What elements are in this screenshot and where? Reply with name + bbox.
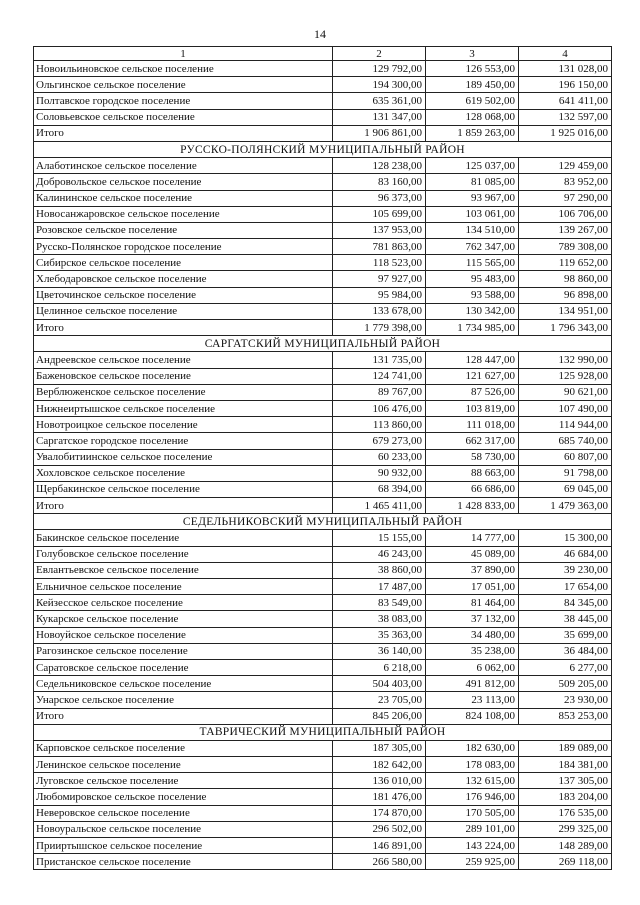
value-cell-col3: 37 890,00 [426, 562, 519, 578]
value-cell-col2: 131 347,00 [333, 109, 426, 125]
value-cell-col3: 1 859 263,00 [426, 125, 519, 141]
value-cell-col3: 289 101,00 [426, 821, 519, 837]
value-cell-col3: 824 108,00 [426, 708, 519, 724]
value-cell-col3: 662 317,00 [426, 433, 519, 449]
value-cell-col3: 170 505,00 [426, 805, 519, 821]
value-cell-col3: 259 925,00 [426, 854, 519, 870]
value-cell-col3: 126 553,00 [426, 61, 519, 77]
settlement-name-cell: Цветочинское сельское поселение [34, 287, 333, 303]
value-cell-col2: 6 218,00 [333, 659, 426, 675]
table-row [34, 676, 612, 692]
settlement-name-cell: Новосанжаровское сельское поселение [34, 206, 333, 222]
value-cell-col4: 137 305,00 [519, 773, 612, 789]
value-cell-col2: 118 523,00 [333, 255, 426, 271]
table-row [34, 255, 612, 271]
settlement-name-cell: Любомировское сельское поселение [34, 789, 333, 805]
value-cell-col2: 38 083,00 [333, 611, 426, 627]
value-cell-col4: 69 045,00 [519, 481, 612, 497]
value-cell-col4: 83 952,00 [519, 174, 612, 190]
value-cell-col2: 96 373,00 [333, 190, 426, 206]
value-cell-col3: 93 967,00 [426, 190, 519, 206]
table-row [34, 530, 612, 546]
value-cell-col4: 119 652,00 [519, 255, 612, 271]
value-cell-col2: 146 891,00 [333, 838, 426, 854]
value-cell-col4: 269 118,00 [519, 854, 612, 870]
value-cell-col2: 136 010,00 [333, 773, 426, 789]
value-cell-col2: 46 243,00 [333, 546, 426, 562]
table-row [34, 595, 612, 611]
value-cell-col2: 83 549,00 [333, 595, 426, 611]
settlement-name-cell: Новоуйское сельское поселение [34, 627, 333, 643]
value-cell-col2: 133 678,00 [333, 303, 426, 319]
settlement-name-cell: Соловьевское сельское поселение [34, 109, 333, 125]
value-cell-col2: 23 705,00 [333, 692, 426, 708]
value-cell-col2: 1 465 411,00 [333, 498, 426, 514]
total-row [34, 708, 612, 724]
district-title: СЕДЕЛЬНИКОВСКИЙ МУНИЦИПАЛЬНЫЙ РАЙОН [34, 514, 612, 530]
table-row [34, 562, 612, 578]
header-cell-col4: 4 [519, 47, 612, 61]
value-cell-col2: 1 779 398,00 [333, 320, 426, 336]
settlement-name-cell: Полтавское городское поселение [34, 93, 333, 109]
value-cell-col3: 111 018,00 [426, 417, 519, 433]
settlement-name-cell: Седельниковское сельское поселение [34, 676, 333, 692]
table-row [34, 692, 612, 708]
value-cell-col4: 134 951,00 [519, 303, 612, 319]
district-title: РУССКО-ПОЛЯНСКИЙ МУНИЦИПАЛЬНЫЙ РАЙОН [34, 141, 612, 157]
value-cell-col4: 685 740,00 [519, 433, 612, 449]
settlement-name-cell: Кукарское сельское поселение [34, 611, 333, 627]
value-cell-col4: 189 089,00 [519, 740, 612, 756]
value-cell-col2: 17 487,00 [333, 579, 426, 595]
table-row [34, 659, 612, 675]
value-cell-col3: 125 037,00 [426, 158, 519, 174]
value-cell-col4: 131 028,00 [519, 61, 612, 77]
value-cell-col3: 762 347,00 [426, 239, 519, 255]
value-cell-col4: 184 381,00 [519, 757, 612, 773]
value-cell-col2: 129 792,00 [333, 61, 426, 77]
table-row [34, 465, 612, 481]
page-number: 14 [314, 27, 326, 41]
value-cell-col4: 15 300,00 [519, 530, 612, 546]
settlement-name-cell: Верблюженское сельское поселение [34, 384, 333, 400]
settlement-name-cell: Саргатское городское поселение [34, 433, 333, 449]
settlement-name-cell: Ленинское сельское поселение [34, 757, 333, 773]
settlement-name-cell: Хлебодаровское сельское поселение [34, 271, 333, 287]
budget-table [33, 46, 612, 870]
value-cell-col4: 36 484,00 [519, 643, 612, 659]
value-cell-col4: 6 277,00 [519, 659, 612, 675]
value-cell-col4: 132 597,00 [519, 109, 612, 125]
table-row [34, 222, 612, 238]
value-cell-col3: 1 734 985,00 [426, 320, 519, 336]
value-cell-col4: 90 621,00 [519, 384, 612, 400]
value-cell-col2: 105 699,00 [333, 206, 426, 222]
header-cell-col3: 3 [426, 47, 519, 61]
value-cell-col3: 189 450,00 [426, 77, 519, 93]
settlement-name-cell: Прииртышское сельское поселение [34, 838, 333, 854]
value-cell-col4: 129 459,00 [519, 158, 612, 174]
header-cell-col2: 2 [333, 47, 426, 61]
settlement-name-cell: Розовское сельское поселение [34, 222, 333, 238]
value-cell-col3: 23 113,00 [426, 692, 519, 708]
district-title: САРГАТСКИЙ МУНИЦИПАЛЬНЫЙ РАЙОН [34, 336, 612, 352]
value-cell-col4: 107 490,00 [519, 400, 612, 416]
value-cell-col2: 137 953,00 [333, 222, 426, 238]
table-row [34, 805, 612, 821]
settlement-name-cell: Саратовское сельское поселение [34, 659, 333, 675]
value-cell-col2: 113 860,00 [333, 417, 426, 433]
value-cell-col3: 132 615,00 [426, 773, 519, 789]
value-cell-col3: 45 089,00 [426, 546, 519, 562]
value-cell-col2: 60 233,00 [333, 449, 426, 465]
table-row [34, 821, 612, 837]
value-cell-col4: 23 930,00 [519, 692, 612, 708]
table-row [34, 417, 612, 433]
value-cell-col2: 38 860,00 [333, 562, 426, 578]
value-cell-col2: 68 394,00 [333, 481, 426, 497]
table-row [34, 174, 612, 190]
value-cell-col3: 81 085,00 [426, 174, 519, 190]
value-cell-col2: 15 155,00 [333, 530, 426, 546]
value-cell-col4: 853 253,00 [519, 708, 612, 724]
settlement-name-cell: Баженовское сельское поселение [34, 368, 333, 384]
table-row [34, 271, 612, 287]
value-cell-col4: 132 990,00 [519, 352, 612, 368]
value-cell-col4: 91 798,00 [519, 465, 612, 481]
value-cell-col2: 128 238,00 [333, 158, 426, 174]
value-cell-col4: 1 925 016,00 [519, 125, 612, 141]
value-cell-col4: 139 267,00 [519, 222, 612, 238]
value-cell-col2: 89 767,00 [333, 384, 426, 400]
settlement-name-cell: Хохловское сельское поселение [34, 465, 333, 481]
table-row [34, 206, 612, 222]
value-cell-col3: 81 464,00 [426, 595, 519, 611]
value-cell-col3: 182 630,00 [426, 740, 519, 756]
table-row [34, 546, 612, 562]
settlement-name-cell: Добровольское сельское поселение [34, 174, 333, 190]
settlement-name-cell: Новоильиновское сельское поселение [34, 61, 333, 77]
settlement-name-cell: Сибирское сельское поселение [34, 255, 333, 271]
value-cell-col4: 509 205,00 [519, 676, 612, 692]
settlement-name-cell: Андреевское сельское поселение [34, 352, 333, 368]
value-cell-col3: 88 663,00 [426, 465, 519, 481]
value-cell-col4: 46 684,00 [519, 546, 612, 562]
table-row [34, 77, 612, 93]
value-cell-col4: 125 928,00 [519, 368, 612, 384]
value-cell-col3: 14 777,00 [426, 530, 519, 546]
table-row [34, 433, 612, 449]
total-row [34, 125, 612, 141]
value-cell-col2: 95 984,00 [333, 287, 426, 303]
table-row [34, 303, 612, 319]
value-cell-col2: 187 305,00 [333, 740, 426, 756]
table-body [34, 47, 612, 870]
settlement-name-cell: Рагозинское сельское поселение [34, 643, 333, 659]
value-cell-col3: 143 224,00 [426, 838, 519, 854]
settlement-name-cell: Итого [34, 125, 333, 141]
table-row [34, 579, 612, 595]
value-cell-col4: 1 479 363,00 [519, 498, 612, 514]
district-section-row [34, 336, 612, 352]
value-cell-col4: 106 706,00 [519, 206, 612, 222]
value-cell-col4: 39 230,00 [519, 562, 612, 578]
table-row [34, 643, 612, 659]
value-cell-col4: 196 150,00 [519, 77, 612, 93]
district-section-row [34, 724, 612, 740]
table-row [34, 838, 612, 854]
value-cell-col3: 128 068,00 [426, 109, 519, 125]
settlement-name-cell: Целинное сельское поселение [34, 303, 333, 319]
value-cell-col3: 35 238,00 [426, 643, 519, 659]
value-cell-col3: 491 812,00 [426, 676, 519, 692]
value-cell-col3: 130 342,00 [426, 303, 519, 319]
table-row [34, 449, 612, 465]
table-row [34, 109, 612, 125]
value-cell-col2: 194 300,00 [333, 77, 426, 93]
settlement-name-cell: Русско-Полянское городское поселение [34, 239, 333, 255]
value-cell-col3: 93 588,00 [426, 287, 519, 303]
value-cell-col2: 845 206,00 [333, 708, 426, 724]
value-cell-col4: 176 535,00 [519, 805, 612, 821]
table-row [34, 773, 612, 789]
value-cell-col2: 296 502,00 [333, 821, 426, 837]
settlement-name-cell: Ельничное сельское поселение [34, 579, 333, 595]
value-cell-col2: 131 735,00 [333, 352, 426, 368]
value-cell-col4: 96 898,00 [519, 287, 612, 303]
table-row [34, 287, 612, 303]
table-row [34, 93, 612, 109]
value-cell-col2: 181 476,00 [333, 789, 426, 805]
settlement-name-cell: Новоуральское сельское поселение [34, 821, 333, 837]
value-cell-col3: 619 502,00 [426, 93, 519, 109]
table-row [34, 61, 612, 77]
value-cell-col4: 1 796 343,00 [519, 320, 612, 336]
value-cell-col3: 95 483,00 [426, 271, 519, 287]
settlement-name-cell: Итого [34, 708, 333, 724]
settlement-name-cell: Пристанское сельское поселение [34, 854, 333, 870]
value-cell-col3: 1 428 833,00 [426, 498, 519, 514]
table-row [34, 627, 612, 643]
settlement-name-cell: Нижнеиртышское сельское поселение [34, 400, 333, 416]
total-row [34, 320, 612, 336]
table-row [34, 789, 612, 805]
value-cell-col2: 35 363,00 [333, 627, 426, 643]
value-cell-col4: 60 807,00 [519, 449, 612, 465]
value-cell-col4: 97 290,00 [519, 190, 612, 206]
value-cell-col2: 174 870,00 [333, 805, 426, 821]
value-cell-col2: 504 403,00 [333, 676, 426, 692]
value-cell-col4: 789 308,00 [519, 239, 612, 255]
value-cell-col4: 641 411,00 [519, 93, 612, 109]
value-cell-col4: 98 860,00 [519, 271, 612, 287]
value-cell-col2: 106 476,00 [333, 400, 426, 416]
table-row [34, 368, 612, 384]
settlement-name-cell: Новотроицкое сельское поселение [34, 417, 333, 433]
value-cell-col3: 17 051,00 [426, 579, 519, 595]
table-row [34, 854, 612, 870]
settlement-name-cell: Алаботинское сельское поселение [34, 158, 333, 174]
value-cell-col2: 781 863,00 [333, 239, 426, 255]
value-cell-col3: 115 565,00 [426, 255, 519, 271]
settlement-name-cell: Итого [34, 320, 333, 336]
value-cell-col3: 134 510,00 [426, 222, 519, 238]
value-cell-col3: 34 480,00 [426, 627, 519, 643]
value-cell-col3: 176 946,00 [426, 789, 519, 805]
value-cell-col2: 1 906 861,00 [333, 125, 426, 141]
settlement-name-cell: Ольгинское сельское поселение [34, 77, 333, 93]
value-cell-col2: 97 927,00 [333, 271, 426, 287]
district-section-row [34, 514, 612, 530]
settlement-name-cell: Итого [34, 498, 333, 514]
settlement-name-cell: Кейзесское сельское поселение [34, 595, 333, 611]
value-cell-col2: 124 741,00 [333, 368, 426, 384]
value-cell-col3: 178 083,00 [426, 757, 519, 773]
district-title: ТАВРИЧЕСКИЙ МУНИЦИПАЛЬНЫЙ РАЙОН [34, 724, 612, 740]
table-row [34, 384, 612, 400]
settlement-name-cell: Карповское сельское поселение [34, 740, 333, 756]
settlement-name-cell: Неверовское сельское поселение [34, 805, 333, 821]
settlement-name-cell: Увалобитиинское сельское поселение [34, 449, 333, 465]
table-row [34, 611, 612, 627]
value-cell-col3: 128 447,00 [426, 352, 519, 368]
table-row [34, 158, 612, 174]
table-row [34, 190, 612, 206]
total-row [34, 498, 612, 514]
table-row [34, 481, 612, 497]
table-row [34, 400, 612, 416]
value-cell-col2: 266 580,00 [333, 854, 426, 870]
settlement-name-cell: Луговское сельское поселение [34, 773, 333, 789]
table-row [34, 239, 612, 255]
value-cell-col3: 6 062,00 [426, 659, 519, 675]
value-cell-col2: 36 140,00 [333, 643, 426, 659]
value-cell-col3: 103 061,00 [426, 206, 519, 222]
settlement-name-cell: Голубовское сельское поселение [34, 546, 333, 562]
value-cell-col3: 87 526,00 [426, 384, 519, 400]
table-row [34, 352, 612, 368]
table-header-row [34, 47, 612, 61]
settlement-name-cell: Щербакинское сельское поселение [34, 481, 333, 497]
settlement-name-cell: Бакинское сельское поселение [34, 530, 333, 546]
value-cell-col3: 121 627,00 [426, 368, 519, 384]
table-row [34, 757, 612, 773]
value-cell-col4: 299 325,00 [519, 821, 612, 837]
value-cell-col4: 183 204,00 [519, 789, 612, 805]
value-cell-col2: 90 932,00 [333, 465, 426, 481]
value-cell-col3: 103 819,00 [426, 400, 519, 416]
value-cell-col3: 66 686,00 [426, 481, 519, 497]
value-cell-col2: 679 273,00 [333, 433, 426, 449]
value-cell-col2: 635 361,00 [333, 93, 426, 109]
value-cell-col4: 84 345,00 [519, 595, 612, 611]
value-cell-col4: 114 944,00 [519, 417, 612, 433]
value-cell-col4: 148 289,00 [519, 838, 612, 854]
value-cell-col4: 17 654,00 [519, 579, 612, 595]
value-cell-col3: 37 132,00 [426, 611, 519, 627]
value-cell-col4: 35 699,00 [519, 627, 612, 643]
district-section-row [34, 141, 612, 157]
value-cell-col2: 83 160,00 [333, 174, 426, 190]
table-row [34, 740, 612, 756]
value-cell-col2: 182 642,00 [333, 757, 426, 773]
header-cell-name: 1 [34, 47, 333, 61]
value-cell-col4: 38 445,00 [519, 611, 612, 627]
settlement-name-cell: Калининское сельское поселение [34, 190, 333, 206]
value-cell-col3: 58 730,00 [426, 449, 519, 465]
settlement-name-cell: Евлантьевское сельское поселение [34, 562, 333, 578]
settlement-name-cell: Унарское сельское поселение [34, 692, 333, 708]
